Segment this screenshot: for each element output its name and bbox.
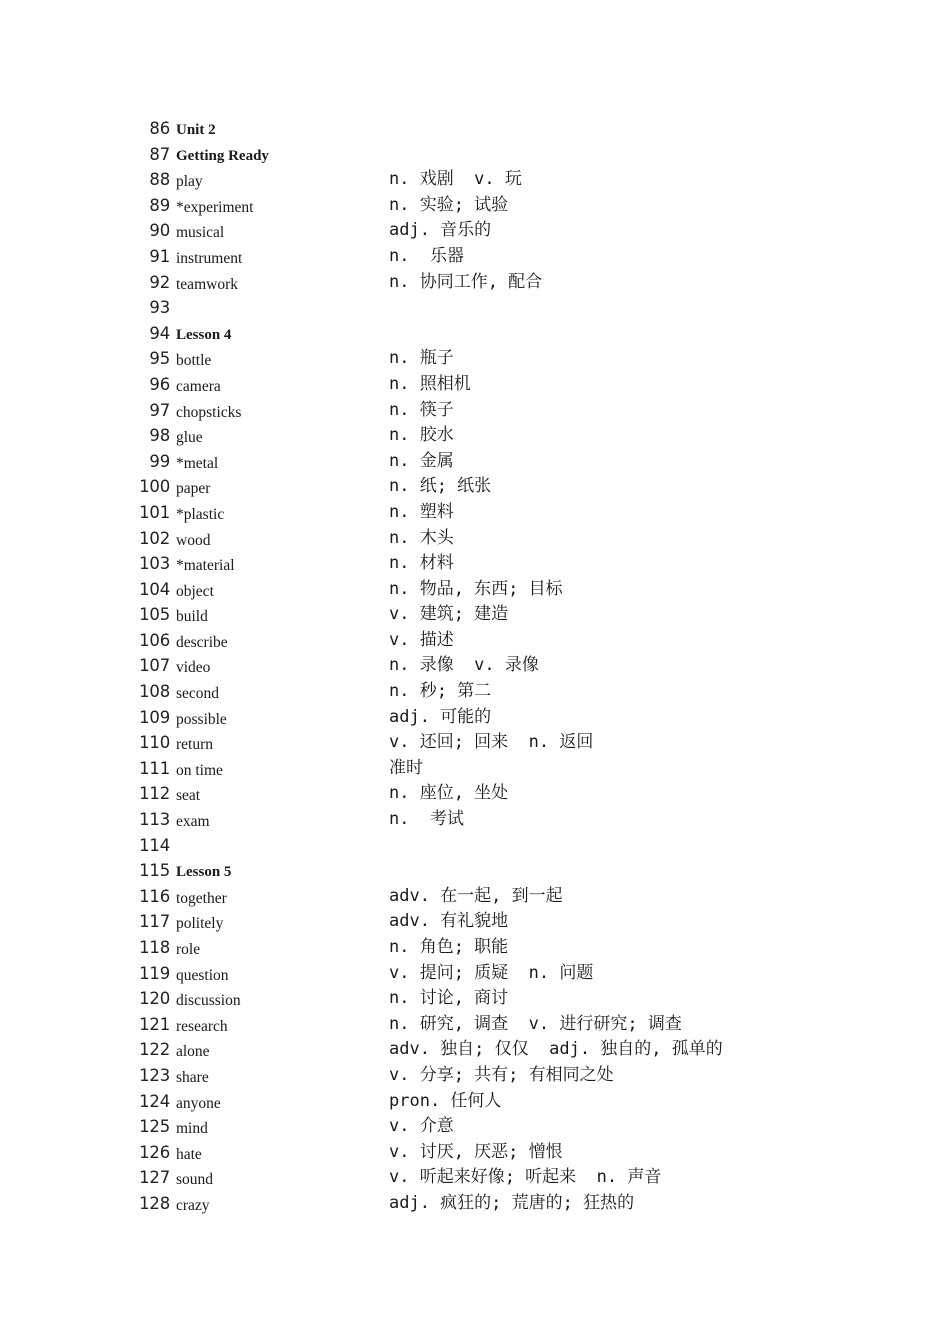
chinese-meaning: n. 座位, 坐处 [389,783,509,804]
vocab-row [0,500,950,526]
chinese-meaning: n. 瓶子 [389,348,454,369]
vocab-row [0,833,950,859]
chinese-meaning: n. 胶水 [389,425,454,446]
english-word: musical [176,224,225,242]
line-number: 101 [139,502,170,522]
english-word: camera [176,377,221,395]
vocab-row [0,449,950,475]
vocab-row [0,1063,950,1089]
vocab-row [0,705,950,731]
chinese-meaning: v. 讨厌, 厌恶; 憎恨 [389,1141,563,1162]
vocab-row [0,730,950,756]
chinese-meaning: n. 讨论, 商讨 [389,988,509,1009]
english-word: *experiment [176,198,254,216]
chinese-meaning: n. 录像 v. 录像 [389,655,539,676]
english-word: glue [176,429,203,447]
chinese-meaning: n. 塑料 [389,501,454,522]
vocab-row [0,218,950,244]
english-word: play [176,173,203,191]
line-number: 93 [149,298,170,318]
chinese-meaning: adj. 疯狂的; 荒唐的; 狂热的 [389,1192,635,1213]
vocab-row [0,781,950,807]
line-number: 117 [139,912,170,932]
line-number: 119 [139,963,170,983]
section-heading-row [0,116,950,142]
english-word: sound [176,1171,214,1189]
line-number: 116 [139,886,170,906]
vocab-row [0,270,950,296]
chinese-meaning: n. 材料 [389,553,454,574]
line-number: 106 [139,630,170,650]
english-word: alone [176,1043,210,1061]
section-heading-row [0,142,950,168]
english-word: question [176,966,229,984]
chinese-meaning: n. 筷子 [389,399,454,420]
vocab-row [0,1037,950,1063]
line-number: 125 [139,1117,170,1137]
vocab-row [0,628,950,654]
english-word: paper [176,480,211,498]
english-word: crazy [176,1196,210,1214]
chinese-meaning: v. 还回; 回来 n. 返回 [389,732,594,753]
line-number: 109 [139,707,170,727]
english-word: return [176,736,214,754]
english-word: on time [176,761,223,779]
chinese-meaning: n. 纸; 纸张 [389,476,492,497]
line-number: 95 [149,349,170,369]
vocab-row [0,398,950,424]
line-number: 98 [149,426,170,446]
line-number: 91 [149,246,170,266]
vocab-row [0,1165,950,1191]
vocab-row [0,526,950,552]
line-number: 86 [149,119,170,138]
vocab-row [0,653,950,679]
line-number: 102 [139,528,170,548]
english-word: second [176,685,220,703]
chinese-meaning: 准时 [389,757,423,778]
section-heading: Unit 2 [176,122,216,138]
english-word: seat [176,787,201,805]
chinese-meaning: n. 实验; 试验 [389,194,509,215]
vocab-row [0,423,950,449]
section-heading: Lesson 4 [176,326,232,343]
english-word: share [176,1068,209,1086]
line-number: 90 [149,221,170,241]
line-number: 108 [139,682,170,702]
vocab-row [0,346,950,372]
line-number: 104 [139,579,170,599]
english-word: politely [176,915,224,933]
chinese-meaning: n. 金属 [389,450,454,471]
english-word: bottle [176,352,212,370]
line-number: 96 [149,374,170,394]
chinese-meaning: n. 照相机 [389,373,471,394]
line-number: 94 [149,323,170,343]
chinese-meaning: n. 考试 [389,809,464,830]
chinese-meaning: n. 角色; 职能 [389,937,509,957]
section-heading-row [0,321,950,347]
line-number: 126 [139,1142,170,1162]
english-word: build [176,608,208,626]
line-number: 89 [149,195,170,215]
chinese-meaning: v. 介意 [389,1116,454,1137]
vocab-row [0,961,950,987]
english-word: describe [176,633,228,651]
vocab-row [0,807,950,833]
line-number: 124 [139,1091,170,1111]
vocab-row [0,372,950,398]
vocab-row [0,1140,950,1166]
vocab-row [0,679,950,705]
line-number: 121 [139,1014,170,1034]
section-heading: Lesson 5 [176,864,232,881]
line-number: 111 [139,758,170,778]
english-word: exam [176,813,210,831]
english-word: *material [176,557,235,575]
chinese-meaning: adv. 独自; 仅仅 adj. 独自的, 孤单的 [389,1039,723,1060]
english-word: object [176,582,214,600]
english-word: *plastic [176,505,225,523]
vocab-row [0,244,950,270]
chinese-meaning: n. 戏剧 v. 玩 [389,169,522,190]
english-word: together [176,889,227,907]
line-number: 103 [139,554,170,574]
english-word: mind [176,1120,208,1138]
english-word: teamwork [176,275,238,293]
chinese-meaning: n. 协同工作, 配合 [389,271,543,292]
line-number: 105 [139,605,170,625]
vocab-row [0,193,950,219]
chinese-meaning: n. 研究, 调查 v. 进行研究; 调查 [389,1013,682,1034]
chinese-meaning: v. 分享; 共有; 有相同之处 [389,1064,614,1085]
line-number: 118 [139,938,170,957]
english-word: *metal [176,454,219,472]
line-number: 113 [139,810,170,830]
line-number: 128 [139,1193,170,1213]
vocab-row [0,295,950,321]
line-number: 114 [139,835,170,855]
english-word: instrument [176,249,243,267]
line-number: 115 [139,861,170,881]
vocab-row [0,1114,950,1140]
line-number: 88 [149,170,170,190]
line-number: 120 [139,989,170,1009]
vocab-row [0,1191,950,1217]
chinese-meaning: adj. 音乐的 [389,220,492,241]
line-number: 92 [149,272,170,292]
vocab-row [0,909,950,935]
chinese-meaning: v. 听起来好像; 听起来 n. 声音 [389,1167,662,1188]
vocab-row [0,167,950,193]
chinese-meaning: adj. 可能的 [389,706,492,727]
chinese-meaning: v. 描述 [389,629,454,650]
vocab-row [0,1012,950,1038]
section-heading-row [0,858,950,884]
english-word: wood [176,531,211,549]
line-number: 122 [139,1040,170,1060]
english-word: role [176,941,201,958]
line-number: 87 [149,144,170,164]
line-number: 97 [149,400,170,420]
line-number: 112 [139,784,170,804]
vocab-row [0,986,950,1012]
line-number: 100 [139,477,170,497]
english-word: chopsticks [176,403,242,421]
vocab-row [0,935,950,961]
vocab-row [0,551,950,577]
chinese-meaning: n. 乐器 [389,245,464,266]
vocabulary-list [0,116,950,1217]
english-word: video [176,659,211,677]
chinese-meaning: v. 建筑; 建造 [389,604,509,625]
line-number: 127 [139,1168,170,1188]
vocab-row [0,602,950,628]
chinese-meaning: n. 秒; 第二 [389,681,492,702]
vocab-row [0,1089,950,1115]
chinese-meaning: v. 提问; 质疑 n. 问题 [389,962,594,983]
line-number: 110 [139,733,170,753]
vocab-row [0,756,950,782]
line-number: 99 [149,451,170,471]
chinese-meaning: adv. 在一起, 到一起 [389,885,563,906]
chinese-meaning: n. 木头 [389,527,454,548]
chinese-meaning: pron. 任何人 [389,1090,502,1111]
vocab-row [0,577,950,603]
english-word: hate [176,1145,202,1163]
english-word: research [176,1017,228,1035]
vocab-row [0,474,950,500]
english-word: possible [176,710,227,728]
line-number: 107 [139,656,170,676]
vocab-row [0,884,950,910]
chinese-meaning: n. 物品, 东西; 目标 [389,578,563,599]
chinese-meaning: adv. 有礼貌地 [389,911,509,932]
section-heading: Getting Ready [176,147,269,164]
english-word: anyone [176,1094,221,1112]
english-word: discussion [176,992,241,1010]
line-number: 123 [139,1065,170,1085]
